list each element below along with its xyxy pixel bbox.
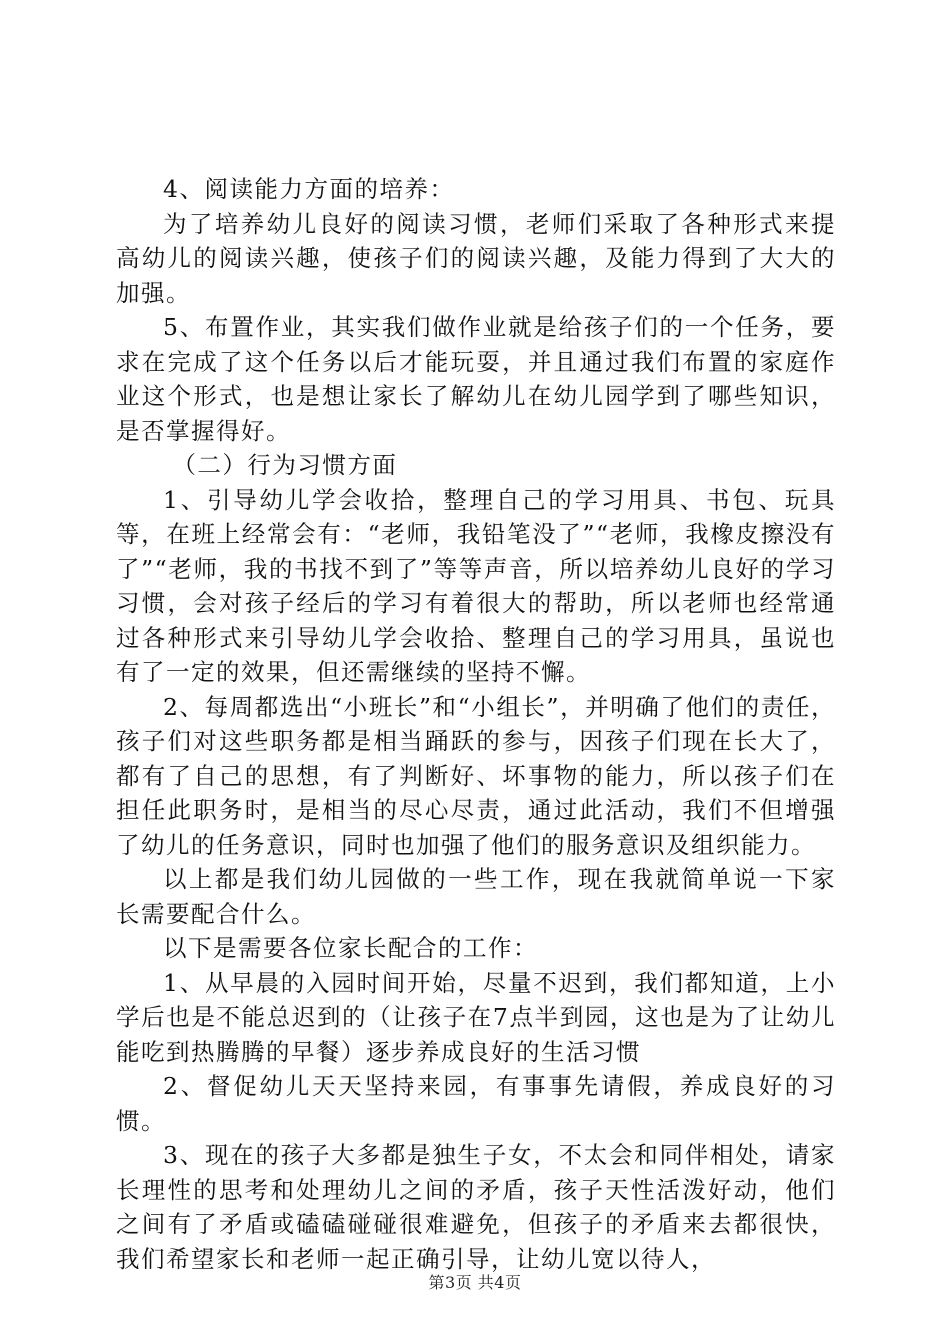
section-heading-behavior-habits: （二）行为习惯方面 <box>172 451 398 479</box>
paragraph-homework: 5、布置作业，其实我们做作业就是给孩子们的一个任务，要求在完成了这个任务以后才能玩耍，并且通过我们布置的家庭作业这个形式，也是想让家长了解幼儿在幼儿园学到了哪些知识，是否掌握得好。 <box>116 313 836 445</box>
paragraph-parent-cooperation-intro: 以下是需要各位家长配合的工作： <box>163 934 538 962</box>
paragraph-summary: 以上都是我们幼儿园做的一些工作，现在我就简单说一下家长需要配合什么。 <box>116 865 836 928</box>
paragraph-reading-habits: 为了培养幼儿良好的阅读习惯，老师们采取了各种形式来提高幼儿的阅读兴趣，使孩子们的阅读兴趣，及能力得到了大大的加强。 <box>116 209 836 307</box>
paragraph-arrival-time: 1、从早晨的入园时间开始，尽量不迟到，我们都知道，上小学后也是不能总迟到的（让孩子在7点半到园，这也是为了让幼儿能吃到热腾腾的早餐）逐步养成良好的生活习惯 <box>116 968 836 1066</box>
paragraph-daily-attendance: 2、督促幼儿天天坚持来园，有事事先请假，养成良好的习惯。 <box>116 1072 836 1135</box>
paragraph-class-monitor: 2、每周都选出“小班长”和“小组长”，并明确了他们的责任，孩子们对这些职务都是相当踊跃的参与，因孩子们现在长大了，都有了自己的思想，有了判断好、坏事物的能力，所以孩子们在担任此职务时，是相当的尽心尽责，通过此活动，我们不但增强了幼儿的任务意识，同时也加强了他们的服务意识及组织能力。 <box>116 692 836 859</box>
body-text <box>116 172 836 1276</box>
page-number-footer: 第3页 共4页 <box>428 1273 522 1292</box>
paragraph-tidy-up: 1、引导幼儿学会收拾，整理自己的学习用具、书包、玩具等，在班上经常会有：“老师，我铅笔没了”“老师，我橡皮擦没有了”“老师，我的书找不到了”等等声音，所以培养幼儿良好的学习习惯，会对孩子经后的学习有着很大的帮助，所以老师也经常通过各种形式来引导幼儿学会收拾、整理自己的学习用具，虽说也有了一定的效果，但还需继续的坚持不懈。 <box>116 485 836 686</box>
paragraph-peer-conflicts: 3、现在的孩子大多都是独生子女，不太会和同伴相处，请家长理性的思考和处理幼儿之间的矛盾，孩子天性活泼好动，他们之间有了矛盾或磕磕碰碰很难避免，但孩子的矛盾来去都很快，我们希望家长和老师一起正确引导，让幼儿宽以待人， <box>116 1141 836 1273</box>
paragraph-reading-ability-heading: 4、阅读能力方面的培养： <box>163 175 455 203</box>
